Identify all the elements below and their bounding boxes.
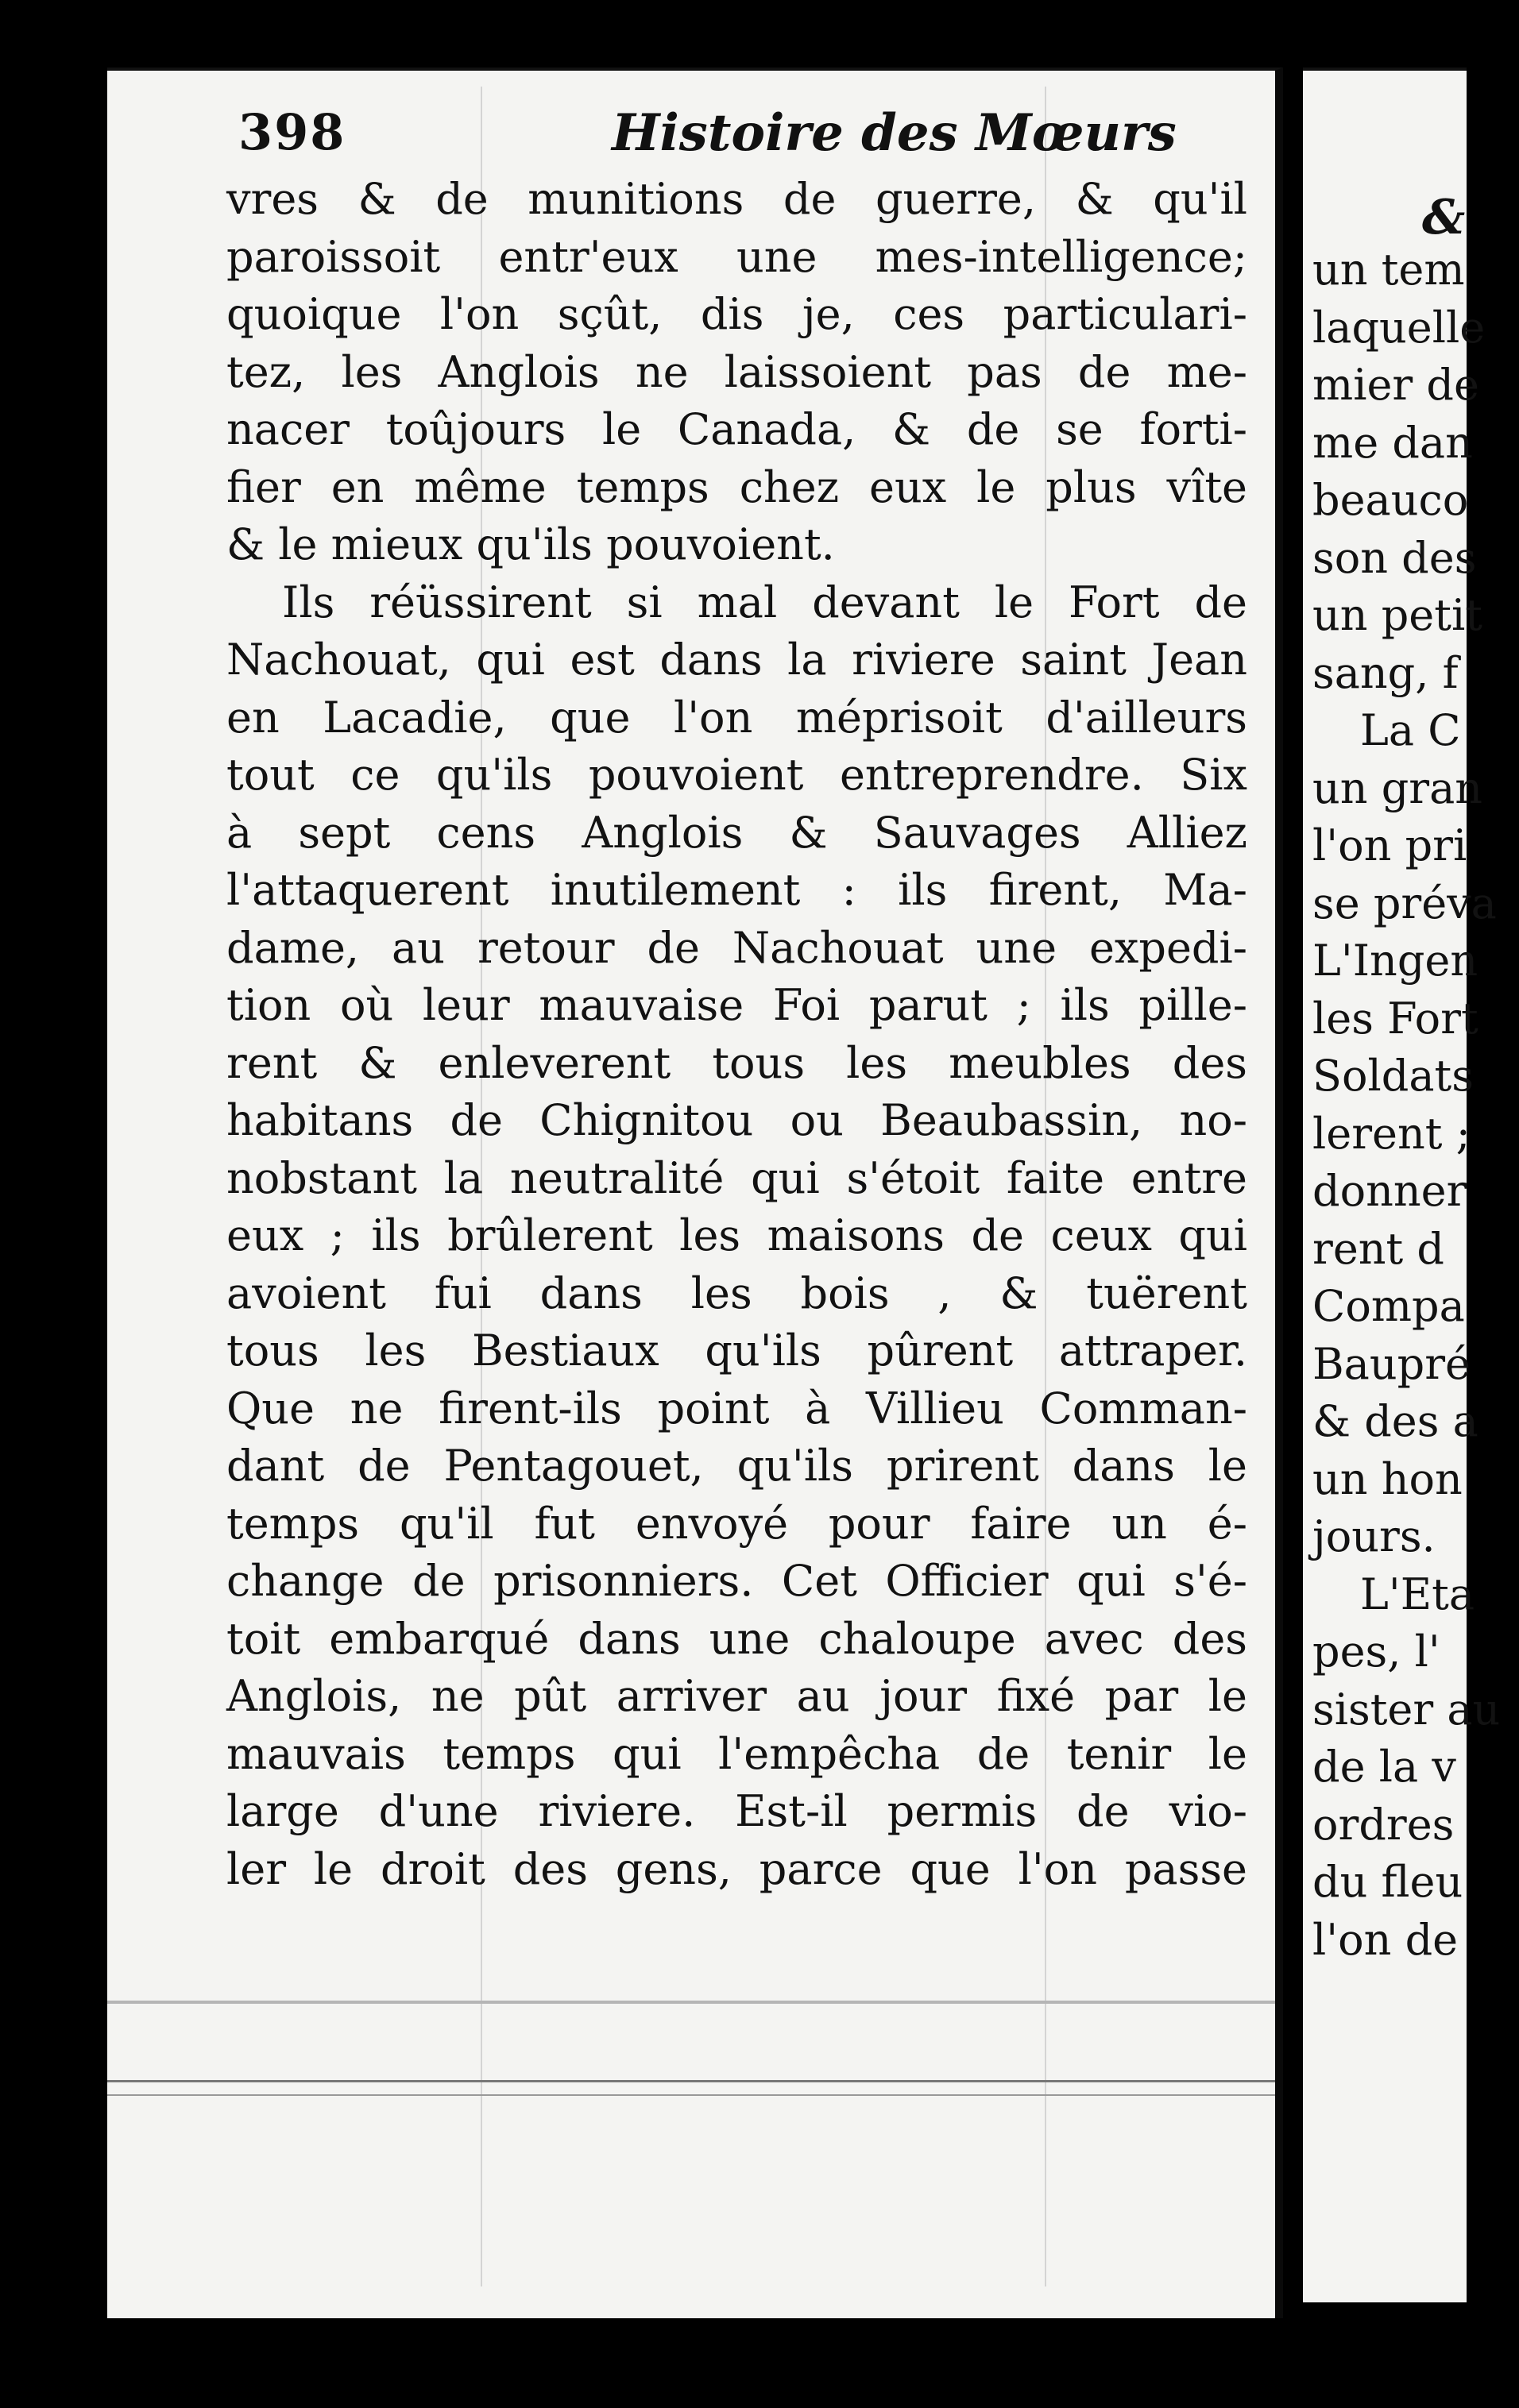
text-line: à sept cens Anglois & Sauvages Alliez (226, 807, 1247, 858)
text-line: ordres (1312, 1799, 1455, 1850)
text-line: nacer toûjours le Canada, & de se forti- (226, 404, 1247, 454)
text-line: me dan (1312, 417, 1473, 468)
text-line: jours. (1312, 1511, 1436, 1561)
text-line: ler le droit des gens, parce que l'on passe (226, 1843, 1247, 1894)
text-line: rent & enleverent tous les meubles des (226, 1037, 1247, 1088)
text-line: son des (1312, 532, 1477, 583)
text-line: un tem (1312, 245, 1465, 295)
page-bottom-rule (107, 2094, 1275, 2096)
text-line: mauvais temps qui l'empêcha de tenir le (226, 1728, 1247, 1779)
right-facing-page (1303, 68, 1501, 2302)
text-line: avoient fui dans les bois , & tuërent (226, 1268, 1247, 1318)
text-line: temps qu'il fut envoyé pour faire un é- (226, 1498, 1247, 1549)
text-line: large d'une riviere. Est-il permis de vio- (226, 1786, 1247, 1836)
text-line: beauco (1312, 475, 1469, 525)
right-running-head: & (1422, 190, 1466, 245)
text-line: rent d (1312, 1223, 1444, 1274)
text-line: l'on pri (1312, 820, 1467, 870)
running-title: Histoire des Mœurs (612, 103, 1177, 163)
text-line: L'Ingen (1312, 936, 1478, 986)
text-line: Anglois, ne pût arriver au jour fixé par le (226, 1671, 1247, 1721)
text-line: les Fort (1312, 993, 1478, 1044)
text-line: La C (1360, 705, 1461, 755)
text-line: nobstant la neutralité qui s'étoit faite entre (226, 1152, 1247, 1203)
text-line: de la v (1312, 1742, 1456, 1792)
text-line: un petit (1312, 590, 1482, 640)
page-number: 398 (238, 103, 346, 161)
text-line: un hon (1312, 1453, 1463, 1504)
text-line: habitans de Chignitou ou Beaubassin, no- (226, 1095, 1247, 1145)
text-line: tous les Bestiaux qu'ils pûrent attraper. (226, 1326, 1247, 1376)
text-line: l'on de (1312, 1914, 1459, 1965)
text-line: paroissoit entr'eux une mes-intelligence; (226, 231, 1247, 282)
text-line: Que ne firent-ils point à Villieu Comman- (226, 1383, 1247, 1434)
text-line: sister au (1312, 1684, 1501, 1735)
text-line: tion où leur mauvaise Foi parut ; ils pille- (226, 980, 1247, 1030)
text-line: Baupré (1312, 1338, 1471, 1389)
text-line: un gran (1312, 762, 1483, 813)
text-line: lerent ; (1312, 1108, 1471, 1159)
text-line: vres & de munitions de guerre, & qu'il (226, 174, 1247, 224)
text-line: fier en même temps chez eux le plus vîte (226, 461, 1247, 512)
text-line: mier de (1312, 360, 1479, 410)
text-line: L'Eta (1360, 1569, 1475, 1619)
text-line: & des a (1312, 1396, 1478, 1446)
film-streak (107, 2001, 1275, 2004)
text-line: Compa (1312, 1281, 1465, 1331)
text-line: Ils réüssirent si mal devant le Fort de (282, 577, 1247, 627)
body-text (226, 171, 1247, 1898)
text-line: pes, l' (1312, 1627, 1440, 1677)
text-line: dame, au retour de Nachouat une expedi- (226, 922, 1247, 973)
text-line: dant de Pentagouet, qu'ils prirent dans le (226, 1441, 1247, 1491)
running-head (238, 103, 1239, 167)
page-bottom-rule (107, 2080, 1275, 2082)
text-line: & le mieux qu'ils pouvoient. (226, 519, 835, 569)
text-line: Nachouat, qui est dans la riviere saint Jean (226, 635, 1247, 685)
text-line: quoique l'on sçût, dis je, ces particulari- (226, 289, 1247, 339)
text-line: donner (1312, 1166, 1467, 1216)
text-line: tout ce qu'ils pouvoient entreprendre. Six (226, 750, 1247, 800)
text-line: sang, f (1312, 647, 1459, 698)
text-line: eux ; ils brûlerent les maisons de ceux qui (226, 1210, 1247, 1260)
text-line: se préva (1312, 878, 1497, 928)
text-line: Soldats (1312, 1051, 1474, 1101)
text-line: du fleu (1312, 1857, 1463, 1907)
right-body-text (1312, 241, 1519, 1969)
text-line: change de prisonniers. Cet Officier qui s'é- (226, 1556, 1247, 1606)
text-line: toit embarqué dans une chaloupe avec des (226, 1613, 1247, 1664)
text-line: en Lacadie, que l'on méprisoit d'ailleurs (226, 692, 1247, 743)
text-line: l'attaquerent inutilement : ils firent, Ma- (226, 865, 1247, 915)
text-line: tez, les Anglois ne laissoient pas de me- (226, 346, 1247, 397)
text-line: laquelle (1312, 302, 1486, 353)
